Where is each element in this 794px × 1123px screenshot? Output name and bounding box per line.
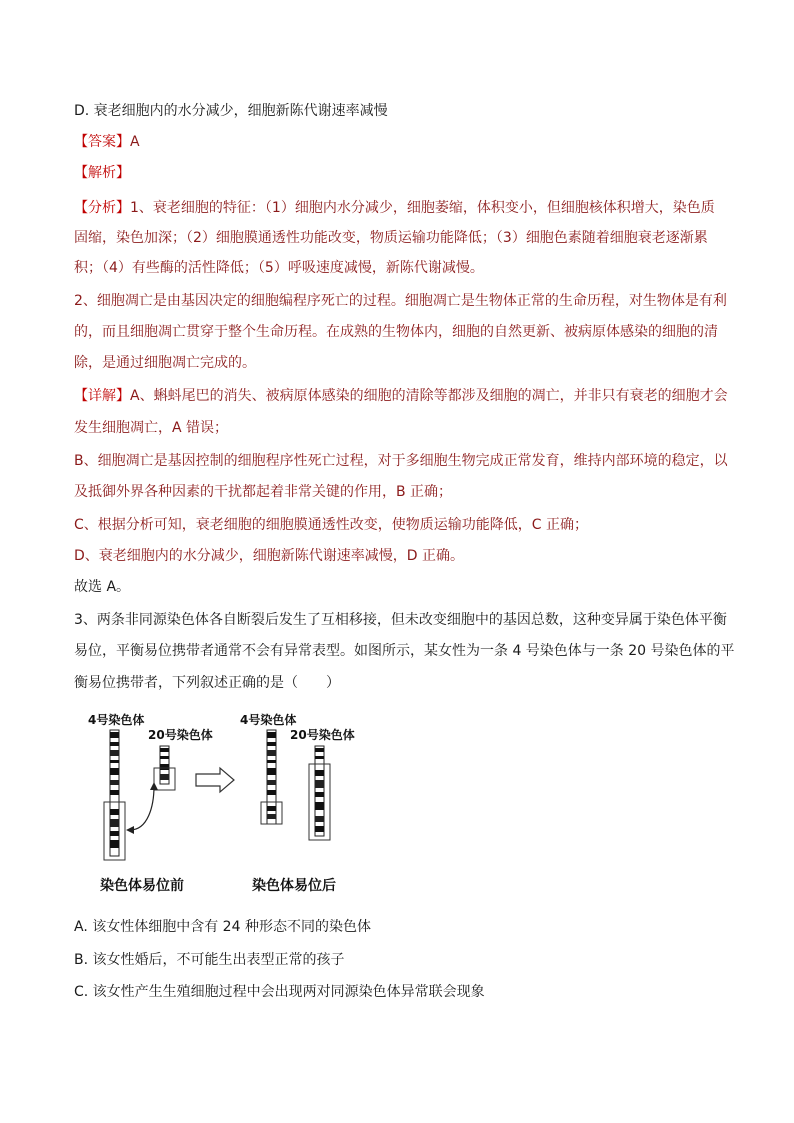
chromosome-4-after	[261, 730, 282, 824]
question3-line-1: 3、两条非同源染色体各自断裂后发生了互相移接，但未改变细胞中的基因总数，这种变异属于染色体平衡	[74, 612, 727, 628]
xiangjie-text-1: A、蝌蚪尾巴的消失、被病原体感染的细胞的清除等都涉及细胞的凋亡，并非只有衰老的细胞才会	[130, 388, 728, 404]
caption-before: 染色体易位前	[100, 878, 184, 894]
label-chr20-before: 20号染色体	[148, 728, 213, 742]
fenxi-tag: 【分析】	[74, 200, 130, 216]
conclusion-line: 故选 A。	[74, 579, 131, 595]
fenxi-line-5: 的，而且细胞凋亡贯穿于整个生命历程。在成熟的生物体内，细胞的自然更新、被病原体感染的细胞的清	[74, 324, 718, 340]
fenxi-line-6: 除，是通过细胞凋亡完成的。	[74, 355, 256, 371]
xiangjie-line-5: C、根据分析可知，衰老细胞的细胞膜通透性改变，使物质运输功能降低，C 正确；	[74, 517, 588, 533]
label-chr4-after: 4号染色体	[240, 713, 297, 727]
xiangjie-tag: 【详解】	[74, 388, 130, 404]
fenxi-line-3: 积；（4）有些酶的活性降低；（5）呼吸速度减慢，新陈代谢减慢。	[74, 260, 484, 276]
fenxi-text-1: 1、衰老细胞的特征：（1）细胞内水分减少，细胞萎缩，体积变小，但细胞核体积增大，染色质	[130, 200, 715, 216]
answer-line	[74, 132, 724, 152]
question3-line-3: 衡易位携带者，下列叙述正确的是（ ）	[74, 675, 340, 691]
answer-value: A	[130, 134, 140, 150]
swap-arrow-curve	[130, 786, 154, 830]
answer-tag: 【答案】	[74, 134, 130, 150]
option-a: A. 该女性体细胞中含有 24 种形态不同的染色体	[74, 919, 371, 935]
fenxi-line-4: 2、细胞凋亡是由基因决定的细胞编程序死亡的过程。细胞凋亡是生物体正常的生命历程，对生物体是有利	[74, 293, 727, 309]
xiangjie-line-2: 发生细胞凋亡，A 错误；	[74, 420, 229, 436]
fenxi-line-1	[74, 198, 724, 218]
chromosome-4-before	[104, 730, 125, 860]
xiangjie-line-4: 及抵御外界各种因素的干扰都起着非常关键的作用，B 正确；	[74, 484, 453, 500]
xiangjie-line-3: B、细胞凋亡是基因控制的细胞程序性死亡过程，对于多细胞生物完成正常发育，维持内部环境的稳定，以	[74, 453, 728, 469]
swap-arrow-head-left	[126, 826, 134, 834]
option-c: C. 该女性产生生殖细胞过程中会出现两对同源染色体异常联会现象	[74, 984, 485, 1000]
transform-arrow-icon	[196, 768, 234, 792]
option-d-prev: D. 衰老细胞内的水分减少，细胞新陈代谢速率减慢	[74, 103, 388, 119]
label-chr20-after: 20号染色体	[290, 728, 355, 742]
fenxi-line-2: 固缩，染色加深；（2）细胞膜通透性功能改变，物质运输功能降低；（3）细胞色素随着细胞衰老逐渐累	[74, 230, 708, 246]
caption-after: 染色体易位后	[252, 878, 336, 894]
chromosome-20-before	[154, 746, 175, 790]
label-chr4-before: 4号染色体	[88, 713, 145, 727]
chromosome-translocation-figure	[70, 706, 380, 900]
chromosome-20-after	[309, 746, 330, 840]
xiangjie-line-1	[74, 386, 728, 406]
analysis-tag: 【解析】	[74, 165, 130, 181]
option-b: B. 该女性婚后，不可能生出表型正常的孩子	[74, 952, 345, 968]
swap-arrow-head-up	[150, 782, 158, 790]
question3-line-2: 易位，平衡易位携带者通常不会有异常表型。如图所示，某女性为一条 4 号染色体与一条 20 号染色体的平	[74, 643, 735, 659]
xiangjie-line-6: D、衰老细胞内的水分减少，细胞新陈代谢速率减慢，D 正确。	[74, 548, 465, 564]
